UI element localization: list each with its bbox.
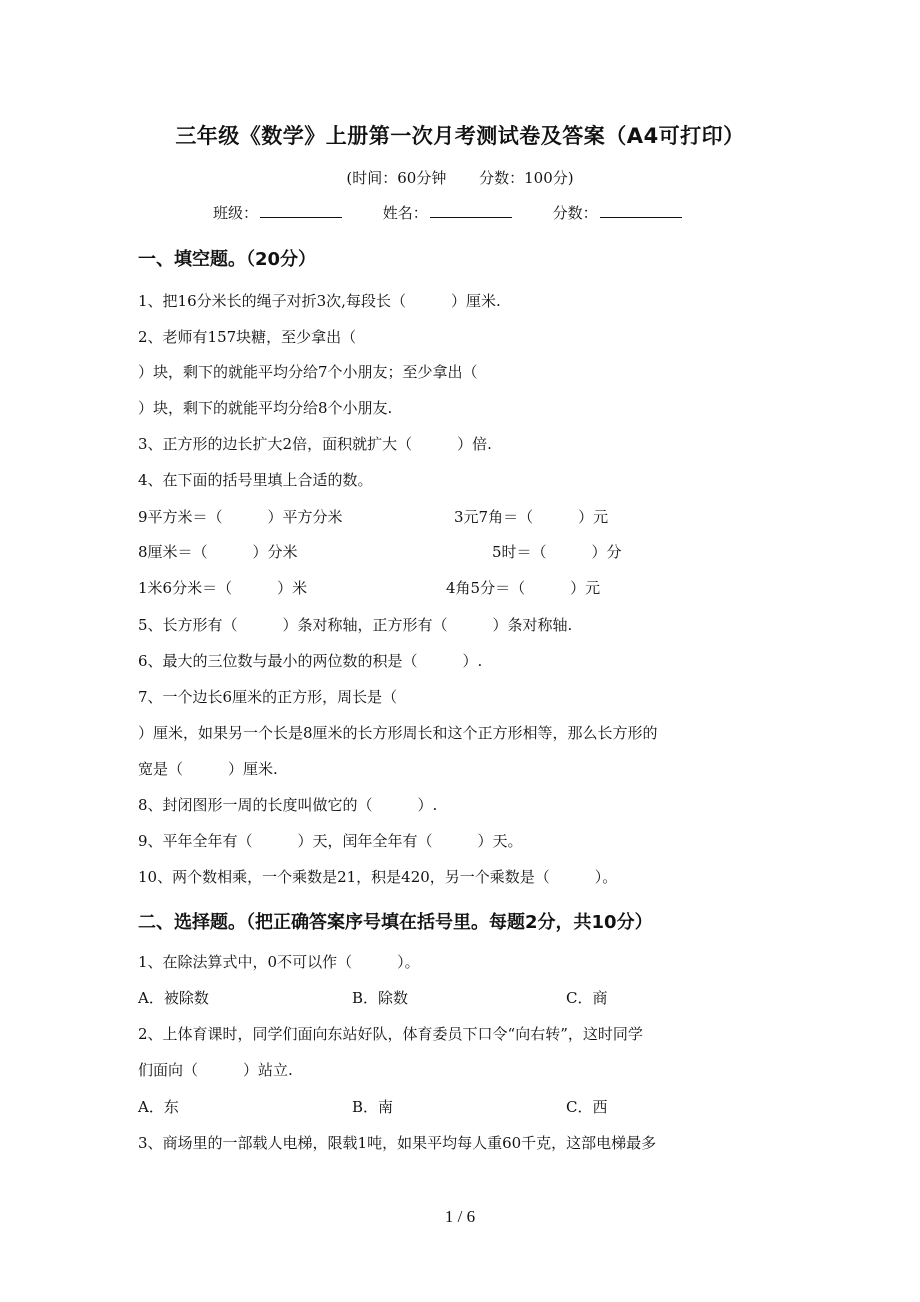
section-heading-multiple-choice: 二、选择题。（把正确答案序号填在括号里。每题2分，共10分） [138,912,653,933]
options-row [138,987,608,1008]
option-a[interactable]: A．被除数 [138,989,209,1007]
option-c[interactable]: C．商 [566,989,608,1007]
question-line: 7、一个边长6厘米的正方形，周长是（ [138,688,398,706]
class-field[interactable] [213,202,342,223]
conversion-right: 3元7角＝（ ）元 [454,508,609,526]
question-line: 9、平年全年有（ ）天，闰年全年有（ ）天。 [138,832,523,850]
page-title: 三年级《数学》上册第一次月考测试卷及答案（A4可打印） [175,124,745,148]
conversion-right: 4角5分＝（ ）元 [446,579,601,597]
question-line: 4、在下面的括号里填上合适的数。 [138,471,373,489]
class-blank[interactable] [260,203,342,218]
score-blank[interactable] [600,203,682,218]
class-label: 班级： [213,204,259,222]
question-line: 8、封闭图形一周的长度叫做它的（ ）. [138,796,438,814]
question-line: 们面向（ ）站立. [138,1061,293,1079]
question-line: 10、两个数相乘，一个乘数是21，积是420，另一个乘数是（ ）。 [138,868,618,886]
question-line: ）块，剩下的就能平均分给7个小朋友；至少拿出（ [138,363,478,381]
conversion-left: 8厘米＝（ ）分米 [138,543,298,561]
option-b[interactable]: B．除数 [352,989,409,1007]
name-label: 姓名： [382,204,428,222]
question-line: 1、把16分米长的绳子对折3次,每段长（ ）厘米. [138,292,501,310]
question-line: 3、正方形的边长扩大2倍，面积就扩大（ ）倍. [138,435,492,453]
question-line: 6、最大的三位数与最小的两位数的积是（ ）. [138,652,483,670]
question-line: 3、商场里的一部载人电梯，限载1吨，如果平均每人重60千克，这部电梯最多 [138,1134,657,1152]
total-score: 分数：100分) [479,169,574,187]
options-row [138,1096,608,1117]
name-blank[interactable] [430,203,512,218]
question-line: 1、在除法算式中，0不可以作（ ）。 [138,953,420,971]
conversion-row [138,541,622,562]
question-line: 2、老师有157块糖，至少拿出（ [138,328,357,346]
section-heading-fill-blank: 一、填空题。（20分） [138,249,317,270]
option-a[interactable]: A．东 [138,1098,179,1116]
conversion-right: 5时＝（ ）分 [492,543,622,561]
conversion-row [138,577,601,598]
conversion-left: 1米6分米＝（ ）米 [138,579,308,597]
conversion-row [138,506,609,527]
question-line: 2、上体育课时，同学们面向东站好队，体育委员下口令“向右转”，这时同学 [138,1025,643,1043]
score-field[interactable] [553,202,682,223]
score-label: 分数： [552,204,598,222]
question-line: ）块，剩下的就能平均分给8个小朋友. [138,399,393,417]
question-line: ）厘米，如果另一个长是8厘米的长方形周长和这个正方形相等，那么长方形的 [138,724,658,742]
time-limit: (时间：60分钟 [346,169,447,187]
student-info-row [213,202,718,223]
exam-meta [0,167,920,188]
question-line: 5、长方形有（ ）条对称轴，正方形有（ ）条对称轴. [138,616,573,634]
option-b[interactable]: B．南 [352,1098,394,1116]
name-field[interactable] [383,202,512,223]
option-c[interactable]: C．西 [566,1098,608,1116]
page-number: 1 / 6 [444,1207,476,1226]
question-line: 宽是（ ）厘米. [138,760,278,778]
conversion-left: 9平方米＝（ ）平方分米 [138,508,343,526]
